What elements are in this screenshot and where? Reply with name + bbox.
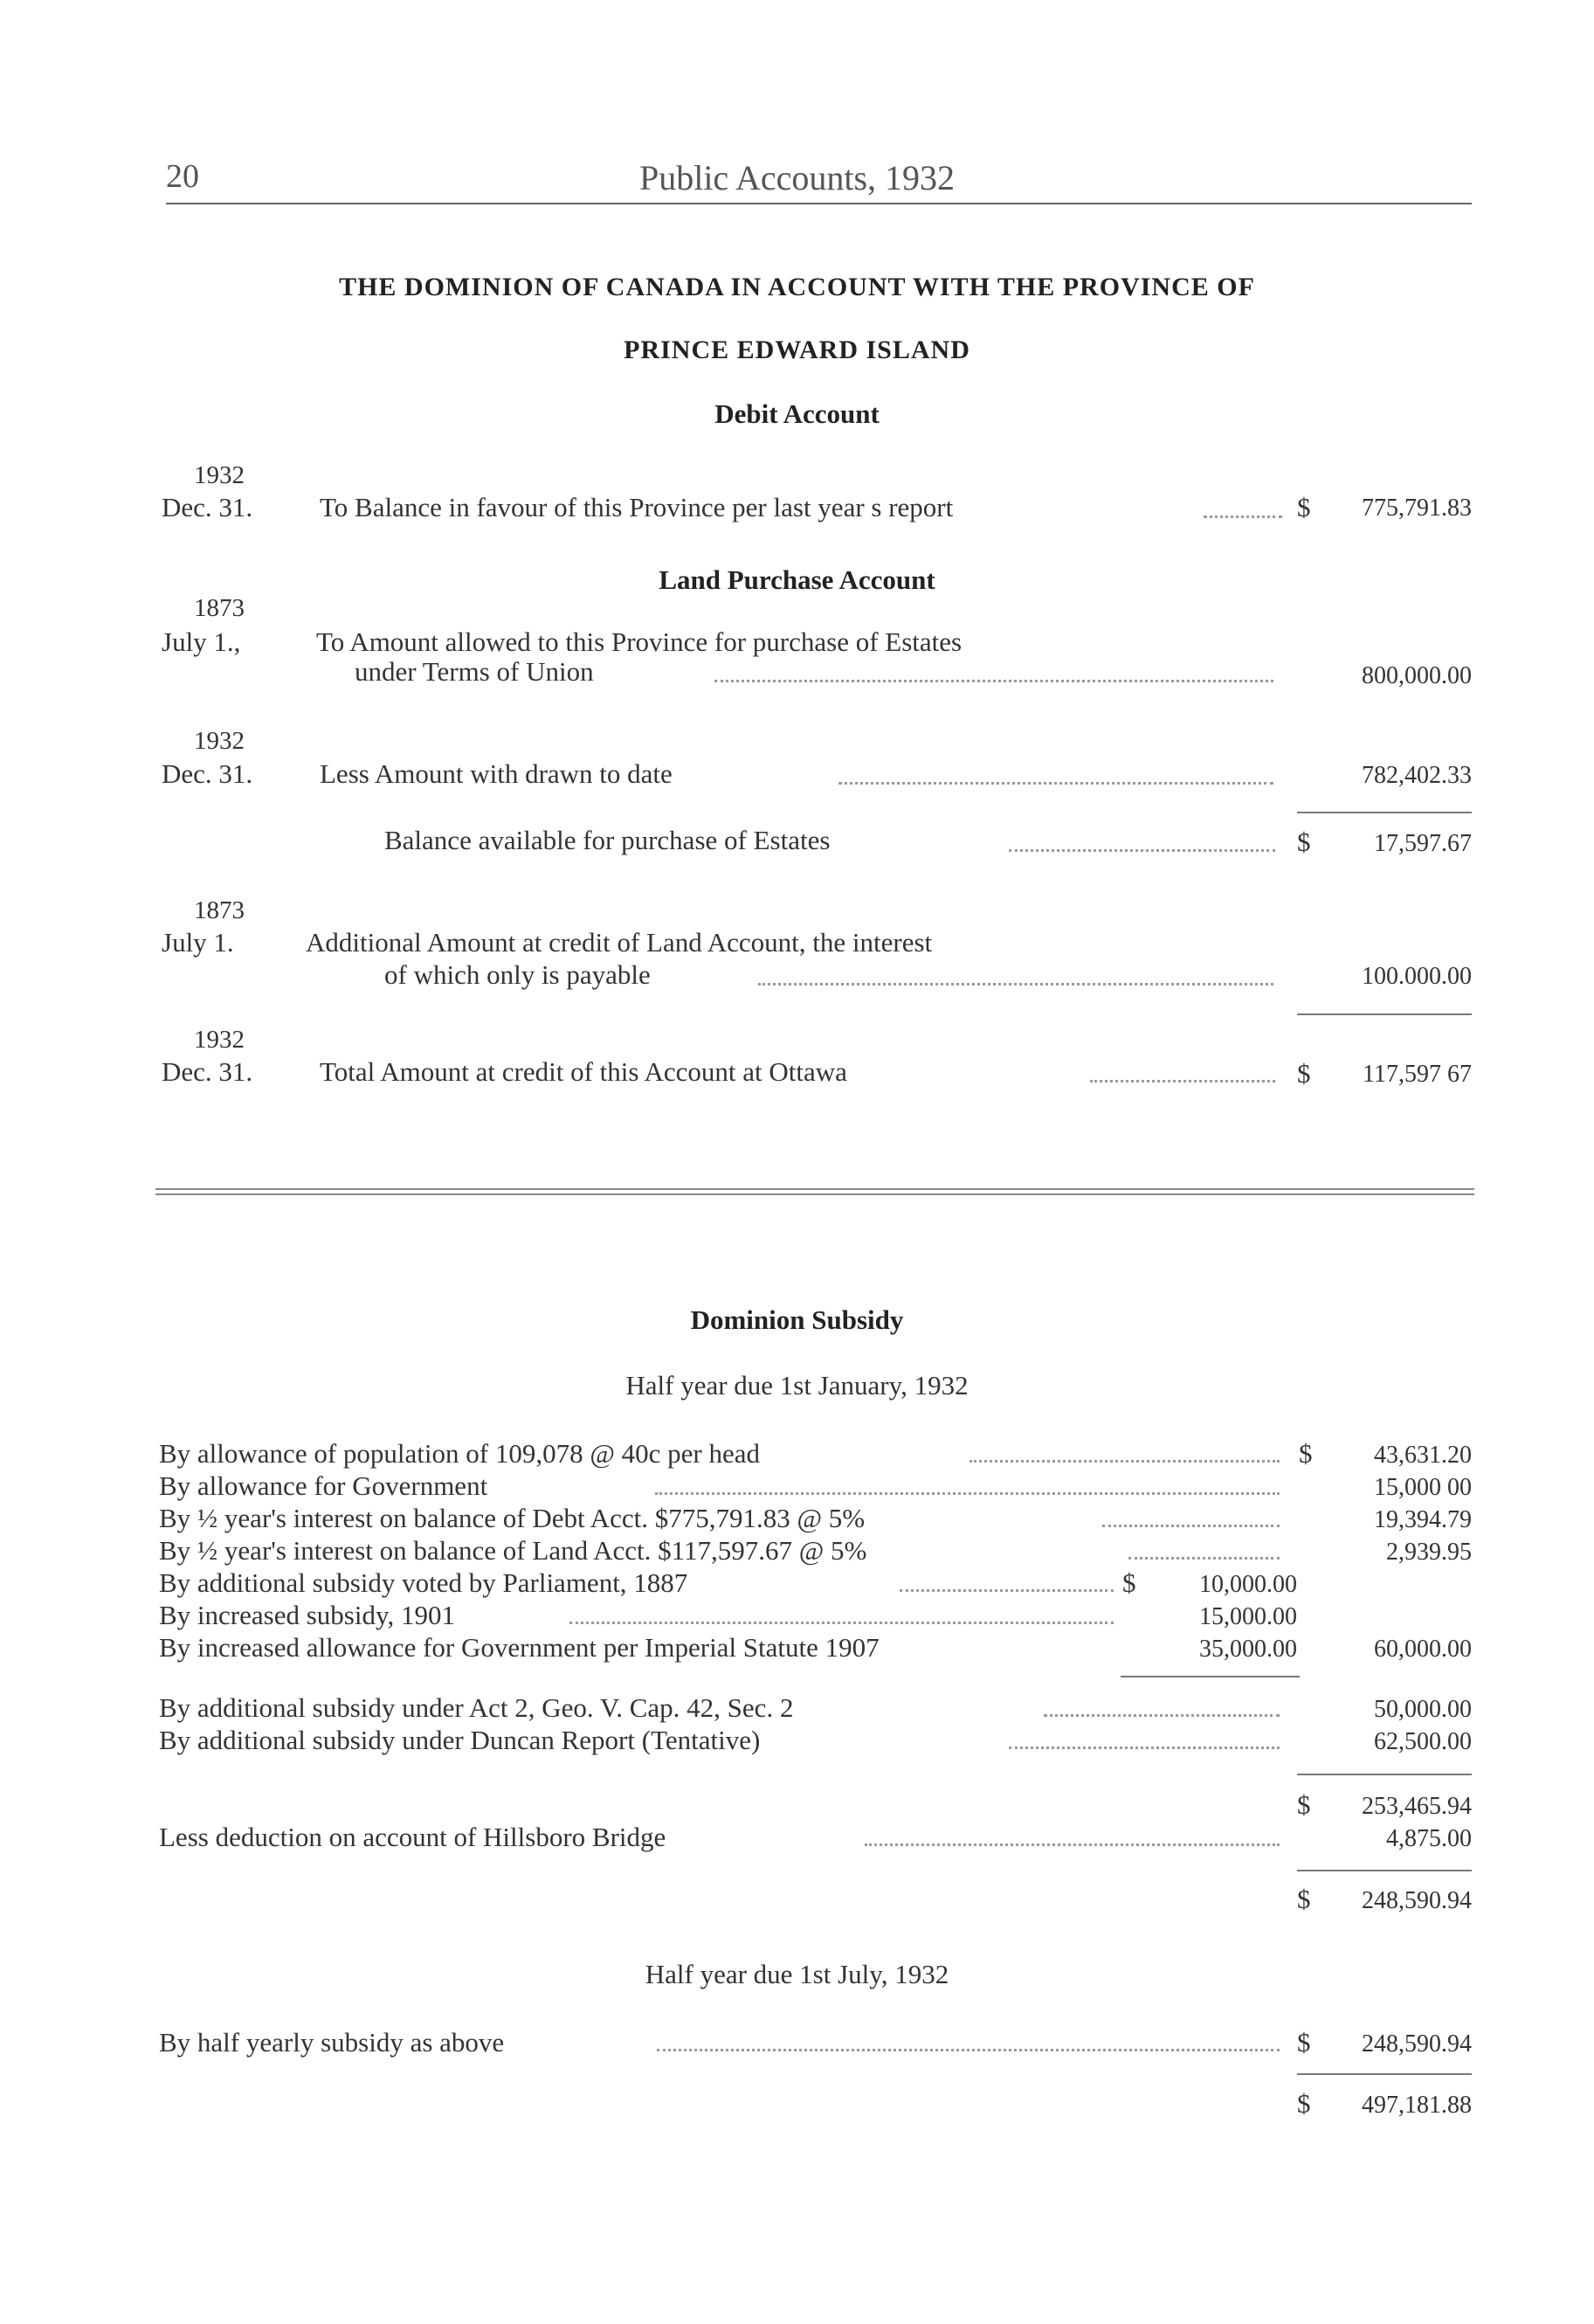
- page-number: 20: [166, 158, 199, 195]
- subsidy-row-9: By additional subsidy under Duncan Report (Tentative): [159, 1725, 761, 1755]
- balance-amount: 17,597.67: [1374, 830, 1472, 857]
- sum-rule: [1297, 2073, 1472, 2075]
- currency-sign: $: [1297, 2027, 1311, 2058]
- land-amount-3: 100.000.00: [1362, 963, 1472, 990]
- subsidy-subtotal-1: 253,465.94: [1362, 1793, 1472, 1820]
- land-year-1873: 1873: [194, 594, 245, 622]
- less-deduction-amount: 4,875.00: [1386, 1825, 1472, 1852]
- subsidy-amount-2: 15,000 00: [1374, 1474, 1472, 1501]
- subsidy-amount-8: 50,000.00: [1374, 1696, 1472, 1723]
- section-separator: [155, 1188, 1474, 1195]
- subsidy-row-7: By increased allowance for Government per Imperial Statute 1907: [159, 1632, 880, 1663]
- land-purchase-heading: Land Purchase Account: [659, 564, 935, 595]
- subsidy-amount-1: 43,631.20: [1374, 1442, 1472, 1469]
- balance-text: Balance available for purchase of Estates: [384, 825, 831, 855]
- subsidy-subtotal-2: 248,590.94: [1362, 1887, 1472, 1914]
- leader-dots: [1128, 1557, 1280, 1560]
- leader-dots: [1044, 1714, 1280, 1717]
- sum-rule: [1297, 812, 1472, 813]
- debit-account-heading: Debit Account: [714, 398, 880, 429]
- leader-dots: [657, 2049, 1280, 2051]
- subsidy-row-3: By ½ year's interest on balance of Debt Acct. $775,791.83 @ 5%: [159, 1503, 866, 1533]
- land-text-4: Total Amount at credit of this Account at Ottawa: [320, 1056, 847, 1087]
- header-rule: [166, 203, 1472, 204]
- half-yearly-subsidy-row: By half yearly subsidy as above: [159, 2027, 505, 2058]
- subsidy-row-1: By allowance of population of 109,078 @ 40c per head: [159, 1438, 760, 1469]
- land-date-4: Dec. 31.: [162, 1056, 253, 1087]
- leader-dots: [865, 1843, 1280, 1846]
- land-text-1a: To Amount allowed to this Province for purchase of Estates: [316, 626, 963, 657]
- dominion-subsidy-heading: Dominion Subsidy: [690, 1304, 904, 1335]
- currency-sign: $: [1297, 1884, 1311, 1914]
- currency-sign: $: [1297, 1789, 1311, 1820]
- half-yearly-amount: 248,590.94: [1362, 2030, 1472, 2058]
- land-amount-4: 117,597 67: [1363, 1061, 1472, 1088]
- leader-dots: [714, 680, 1273, 682]
- subsidy-row-6: By increased subsidy, 1901: [159, 1600, 455, 1630]
- subsidy-amount-9: 62,500.00: [1374, 1728, 1472, 1755]
- half-year-january-heading: Half year due 1st January, 1932: [625, 1370, 969, 1401]
- subsidy-row-4: By ½ year's interest on balance of Land Acct. $117,597.67 @ 5%: [159, 1535, 867, 1566]
- half-year-july-heading: Half year due 1st July, 1932: [645, 1959, 949, 1989]
- land-amount-1: 800,000.00: [1362, 662, 1472, 689]
- sum-rule: [1297, 1870, 1472, 1871]
- title-line-2: PRINCE EDWARD ISLAND: [624, 335, 970, 364]
- subsidy-amount-3: 19,394.79: [1374, 1506, 1472, 1533]
- sum-rule: [1297, 1013, 1472, 1015]
- leader-dots: [758, 983, 1273, 986]
- currency-sign: $: [1297, 492, 1311, 522]
- subsidy-inner-5: 10,000.00: [1199, 1571, 1297, 1598]
- land-text-3b: of which only is payable: [384, 959, 651, 990]
- debit-text: To Balance in favour of this Province per last year s report: [320, 492, 954, 522]
- subsidy-amount-7: 60,000.00: [1374, 1636, 1472, 1663]
- running-title: Public Accounts, 1932: [638, 158, 956, 197]
- debit-year: 1932: [194, 461, 245, 489]
- land-year-1932: 1932: [194, 727, 245, 755]
- debit-amount: 775,791.83: [1362, 495, 1472, 522]
- leader-dots: [900, 1589, 1114, 1592]
- land-date-1: July 1.,: [162, 626, 241, 657]
- subsidy-row-8: By additional subsidy under Act 2, Geo. V. Cap. 42, Sec. 2: [159, 1692, 794, 1723]
- land-date-2: Dec. 31.: [162, 758, 253, 789]
- land-text-1b: under Terms of Union: [355, 656, 594, 687]
- land-text-3a: Additional Amount at credit of Land Account, the interest: [306, 927, 933, 958]
- leader-dots: [1009, 849, 1275, 852]
- leader-dots: [1204, 515, 1282, 518]
- currency-sign: $: [1297, 1058, 1311, 1089]
- sum-rule: [1297, 1774, 1472, 1775]
- land-year-1932b: 1932: [194, 1026, 245, 1054]
- land-text-2: Less Amount with drawn to date: [320, 758, 673, 789]
- leader-dots: [838, 782, 1273, 785]
- leader-dots: [1090, 1080, 1275, 1082]
- grand-total-amount: 497,181.88: [1362, 2092, 1472, 2119]
- currency-sign: $: [1297, 2088, 1311, 2119]
- subsidy-inner-6: 15,000.00: [1199, 1603, 1297, 1630]
- subsidy-row-5: By additional subsidy voted by Parliament, 1887: [159, 1567, 688, 1598]
- currency-sign: $: [1299, 1438, 1313, 1469]
- land-amount-2: 782,402.33: [1362, 762, 1472, 789]
- less-deduction-row: Less deduction on account of Hillsboro Bridge: [159, 1822, 666, 1852]
- title-line-1: THE DOMINION OF CANADA IN ACCOUNT WITH THE PROVINCE OF: [339, 273, 1255, 301]
- leader-dots: [569, 1622, 1114, 1624]
- land-date-3: July 1.: [162, 927, 234, 958]
- currency-sign: $: [1122, 1567, 1136, 1598]
- subsidy-amount-4: 2,939.95: [1386, 1539, 1472, 1566]
- currency-sign: $: [1297, 827, 1311, 857]
- leader-dots: [1102, 1525, 1280, 1527]
- debit-date: Dec. 31.: [162, 492, 253, 522]
- subsidy-row-2: By allowance for Government: [159, 1470, 488, 1501]
- leader-dots: [970, 1460, 1280, 1463]
- sum-rule: [1121, 1676, 1300, 1677]
- land-year-1873b: 1873: [194, 896, 245, 924]
- leader-dots: [655, 1492, 1280, 1495]
- subsidy-inner-7: 35,000.00: [1199, 1636, 1297, 1663]
- leader-dots: [1009, 1746, 1280, 1749]
